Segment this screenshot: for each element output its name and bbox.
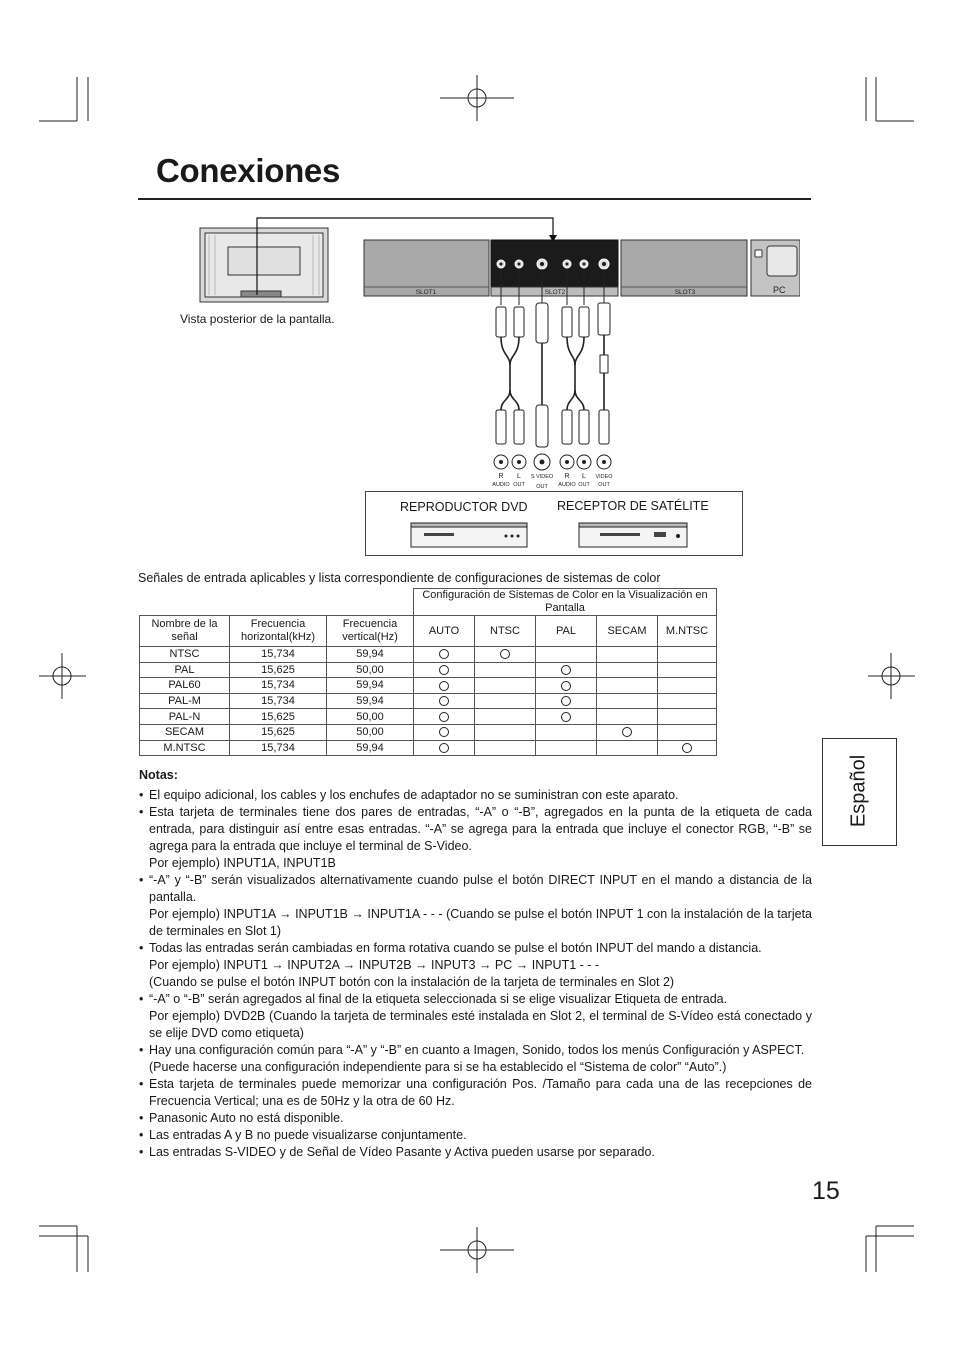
language-tab-label: Español (847, 754, 869, 828)
jack-sublabel: AUDIO (492, 482, 510, 488)
note-line: • Hay una configuración común para “-A” y “-B” en cuanto a Imagen, Sonido, todos los menús Configuración y ASPECT. (149, 1043, 805, 1057)
color-system-cell (658, 678, 717, 694)
signal-name-cell: PAL60 (140, 678, 230, 694)
supported-mark-icon (500, 649, 510, 659)
v-freq-cell: 50,00 (327, 709, 414, 725)
color-system-cell (597, 678, 658, 694)
color-system-cell (658, 740, 717, 756)
color-system-cell (597, 724, 658, 740)
header-ntsc: NTSC (475, 616, 536, 647)
supported-mark-icon (439, 696, 449, 706)
table-row (140, 662, 717, 678)
table-row (140, 678, 717, 694)
note-line: • Todas las entradas serán cambiadas en forma rotativa cuando se pulse el botón INPUT del mando a distancia. (149, 941, 762, 955)
table-row (140, 647, 717, 663)
note-item (139, 1042, 812, 1076)
color-system-cell (658, 693, 717, 709)
jack-label: VIDEO (595, 474, 613, 480)
header-pal: PAL (536, 616, 597, 647)
supported-mark-icon (439, 681, 449, 691)
v-freq-cell: 59,94 (327, 740, 414, 756)
satellite-receiver-label: RECEPTOR DE SATÉLITE (557, 499, 709, 513)
color-system-cell (475, 724, 536, 740)
slot3-label: SLOT3 (674, 289, 696, 296)
jack-sublabel: AUDIO (558, 482, 576, 488)
supported-mark-icon (622, 727, 632, 737)
color-system-cell (414, 740, 475, 756)
table-header-row (140, 616, 717, 647)
supported-mark-icon (439, 665, 449, 675)
title-divider (138, 198, 811, 200)
pc-label: PC (773, 285, 786, 295)
supported-mark-icon (682, 743, 692, 753)
slot1-panel (364, 240, 489, 296)
h-freq-cell: 15,625 (230, 709, 327, 725)
note-item (139, 991, 812, 1042)
color-system-cell (658, 709, 717, 725)
color-system-cell (414, 662, 475, 678)
note-item (139, 787, 812, 804)
note-item (139, 872, 812, 940)
signal-name-cell: PAL (140, 662, 230, 678)
color-system-cell (597, 693, 658, 709)
h-freq-cell: 15,734 (230, 647, 327, 663)
header-v-freq: Frecuencia vertical(Hz) (327, 616, 414, 647)
note-line: Por ejemplo) INPUT1A → INPUT1B → INPUT1A - - - (Cuando se pulse el botón INPUT 1 con la instalación de la tarjeta de terminales en Slot 1) (149, 907, 812, 938)
slot2-label: SLOT2 (544, 289, 566, 296)
signal-name-cell: SECAM (140, 724, 230, 740)
jack-label: R (564, 473, 570, 480)
table-row (140, 724, 717, 740)
supported-mark-icon (561, 665, 571, 675)
dvd-player-icon (410, 520, 530, 550)
note-line: • Las entradas A y B no puede visualizarse conjuntamente. (149, 1128, 467, 1142)
color-system-cell (414, 647, 475, 663)
supported-mark-icon (439, 649, 449, 659)
signal-name-cell: NTSC (140, 647, 230, 663)
table-group-header: Configuración de Sistemas de Color en la Visualización en Pantalla (414, 589, 717, 616)
header-auto: AUTO (414, 616, 475, 647)
color-system-cell (536, 724, 597, 740)
color-system-cell (414, 724, 475, 740)
v-freq-cell: 59,94 (327, 647, 414, 663)
v-freq-cell: 50,00 (327, 662, 414, 678)
color-system-cell (475, 740, 536, 756)
color-system-cell (536, 740, 597, 756)
supported-mark-icon (561, 681, 571, 691)
note-line: (Puede hacerse una configuración independiente para si se ha establecido el “Sistema de color” “Auto”.) (149, 1060, 727, 1074)
signal-name-cell: PAL-N (140, 709, 230, 725)
note-item (139, 1144, 812, 1161)
satellite-receiver-icon (578, 520, 690, 550)
note-line: Por ejemplo) INPUT1A, INPUT1B (149, 856, 336, 870)
jack-label: L (582, 473, 586, 480)
signals-table (139, 588, 717, 756)
slot1-label: SLOT1 (415, 289, 437, 296)
color-system-cell (658, 647, 717, 663)
note-item (139, 1076, 812, 1110)
color-system-cell (536, 662, 597, 678)
color-system-cell (475, 662, 536, 678)
v-freq-cell: 59,94 (327, 693, 414, 709)
jack-sublabel: OUT (598, 482, 610, 488)
color-system-cell (536, 693, 597, 709)
color-system-cell (597, 647, 658, 663)
table-group-header-row (140, 589, 717, 616)
color-system-cell (597, 740, 658, 756)
notes-title: Notas: (139, 768, 178, 782)
note-line: Por ejemplo) DVD2B (Cuando la tarjeta de terminales esté instalada en Slot 2, el terminal de S-Vídeo está conectado y se elije DVD como etiqueta) (149, 1009, 812, 1040)
supported-mark-icon (439, 743, 449, 753)
jack-sublabel: OUT (536, 484, 548, 490)
note-line: • Esta tarjeta de terminales puede memorizar una configuración Pos. /Tamaño para cada una de las recepciones de Frecuencia Vertical; una es de 50Hz y la otra de 60 Hz. (149, 1077, 812, 1108)
rear-view-caption: Vista posterior de la pantalla. (180, 312, 335, 326)
color-system-cell (414, 678, 475, 694)
supported-mark-icon (439, 727, 449, 737)
h-freq-cell: 15,625 (230, 662, 327, 678)
page-title: Conexiones (156, 152, 341, 189)
jack-label: R (498, 473, 504, 480)
display-rear-view (200, 228, 328, 302)
h-freq-cell: 15,734 (230, 678, 327, 694)
note-line: • Las entradas S-VIDEO y de Señal de Vídeo Pasante y Activa pueden usarse por separado. (149, 1145, 655, 1159)
color-system-cell (536, 647, 597, 663)
language-tab (822, 738, 895, 844)
signals-table-title: Señales de entrada aplicables y lista correspondiente de configuraciones de sistemas de color (138, 571, 661, 585)
table-row (140, 740, 717, 756)
color-system-cell (536, 709, 597, 725)
jack-sublabel: OUT (513, 482, 525, 488)
note-item (139, 940, 812, 991)
table-row (140, 709, 717, 725)
note-line: Por ejemplo) INPUT1 → INPUT2A → INPUT2B → INPUT3 → PC → INPUT1 - - - (149, 958, 600, 972)
jack-sublabel: OUT (578, 482, 590, 488)
supported-mark-icon (561, 696, 571, 706)
v-freq-cell: 59,94 (327, 678, 414, 694)
h-freq-cell: 15,734 (230, 740, 327, 756)
dvd-player-label: REPRODUCTOR DVD (400, 500, 528, 514)
note-item (139, 1127, 812, 1144)
color-system-cell (658, 724, 717, 740)
signal-name-cell: PAL-M (140, 693, 230, 709)
supported-mark-icon (439, 712, 449, 722)
supported-mark-icon (561, 712, 571, 722)
h-freq-cell: 15,625 (230, 724, 327, 740)
color-system-cell (475, 647, 536, 663)
color-system-cell (597, 709, 658, 725)
signal-name-cell: M.NTSC (140, 740, 230, 756)
color-system-cell (475, 693, 536, 709)
h-freq-cell: 15,734 (230, 693, 327, 709)
notes-list (139, 787, 812, 1161)
note-item (139, 1110, 812, 1127)
color-system-cell (414, 693, 475, 709)
color-system-cell (597, 662, 658, 678)
note-line: • “-A” o “-B” serán agregados al final de la etiqueta seleccionada si se elige visualizar Etiqueta de entrada. (149, 992, 728, 1006)
note-line: • “-A” y “-B” serán visualizados alternativamente cuando pulse el botón DIRECT INPUT en el mando a distancia de la pantalla. (149, 873, 812, 904)
v-freq-cell: 50,00 (327, 724, 414, 740)
header-signal-name: Nombre de la señal (140, 616, 230, 647)
header-mntsc: M.NTSC (658, 616, 717, 647)
header-secam: SECAM (597, 616, 658, 647)
note-item (139, 804, 812, 872)
note-line: (Cuando se pulse el botón INPUT botón con la instalación de la tarjeta de terminales en Slot 2) (149, 975, 675, 989)
page-number: 15 (812, 1177, 840, 1205)
jack-label: L (517, 473, 521, 480)
table-row (140, 693, 717, 709)
color-system-cell (414, 709, 475, 725)
jack-label: S VIDEO (530, 474, 554, 480)
color-system-cell (658, 662, 717, 678)
color-system-cell (475, 678, 536, 694)
note-line: • Panasonic Auto no está disponible. (149, 1111, 344, 1125)
slot3-panel (621, 240, 747, 296)
note-line: • El equipo adicional, los cables y los enchufes de adaptador no se suministran con este aparato. (149, 788, 679, 802)
header-h-freq: Frecuencia horizontal(kHz) (230, 616, 327, 647)
color-system-cell (475, 709, 536, 725)
note-line: • Esta tarjeta de terminales tiene dos pares de entradas, “-A” o “-B”, agregados en la punta de la etiqueta de cada entrada, para distinguir así entre esas entradas. “-A” se agrega para la entrada que incluye el conector RGB, “-B” se agrega para la entrada que incluye el terminal de S-Video. (149, 805, 812, 853)
color-system-cell (536, 678, 597, 694)
